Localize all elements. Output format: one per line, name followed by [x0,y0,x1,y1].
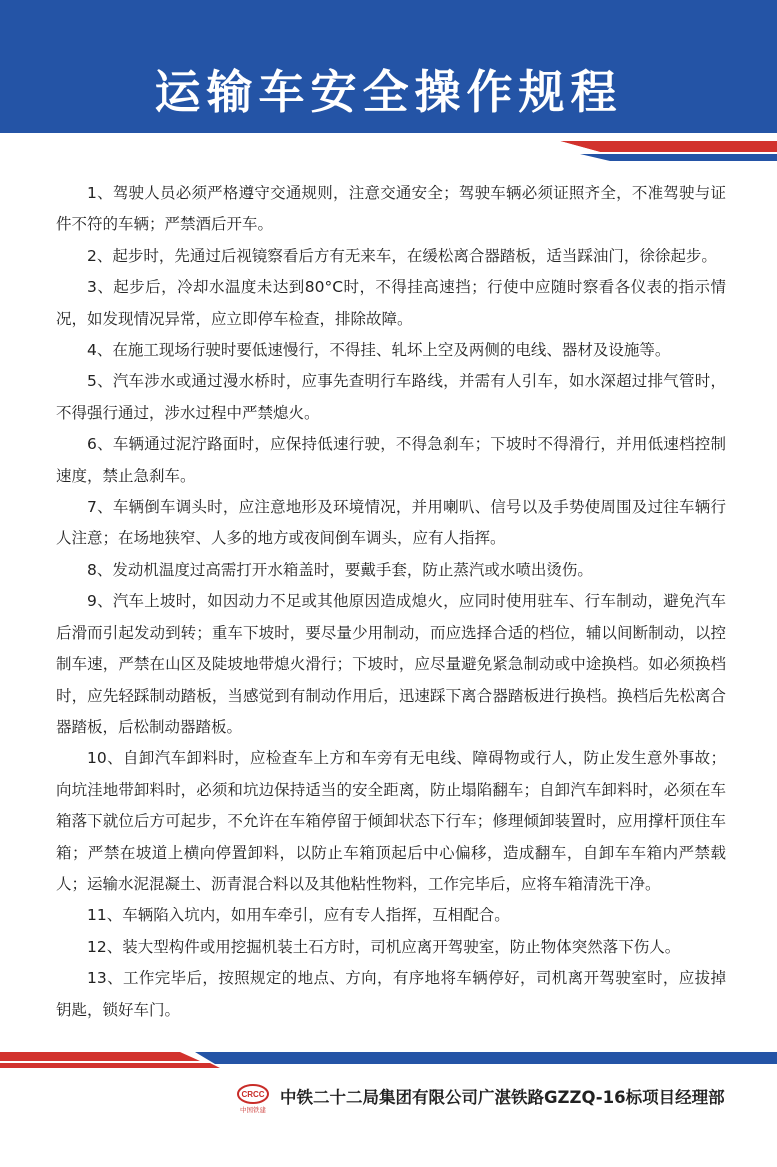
rule-item: 8、发动机温度过高需打开水箱盖时，要戴手套，防止蒸汽或水喷出烫伤。 [87,560,593,579]
logo-caption: 中国铁建 [240,1106,266,1114]
rule-item: 13、工作完毕后，按照规定的地点、方向，有序地将车辆停好，司机离开驾驶室时，应拔掉钥匙，锁好车门。 [56,969,726,1019]
blue-stripe-thin [0,141,600,152]
rule-item: 12、装大型构件或用挖掘机装土石方时，司机应离开驾驶室，防止物体突然落下伤人。 [87,937,681,956]
rule-item: 3、起步后，冷却水温度未达到80°C时，不得挂高速挡；行使中应随时察看各仪表的指示情况，如发现情况异常，应立即停车检查，排除故障。 [56,278,726,328]
footer-red-thin [0,1063,220,1068]
rule-item: 11、车辆陷入坑内，如用车牵引，应有专人指挥，互相配合。 [87,906,510,925]
logo-mark: CRCC [241,1090,265,1099]
white-stripe [0,133,777,139]
rule-item: 7、车辆倒车调头时，应注意地形及环境情况，并用喇叭、信号以及手势使周围及过往车辆行人注意；在场地狭窄、人多的地方或夜间倒车调头，应有人指挥。 [56,498,726,548]
footer-red-stripe [0,1052,200,1061]
organization-name: 中铁二十二局集团有限公司广湛铁路GZZQ-16标项目经理部 [280,1088,725,1107]
page-title: 运输车安全操作规程 [154,65,623,119]
rule-item: 5、汽车涉水或通过漫水桥时，应事先查明行车路线，并需有人引车，如水深超过排气管时，不得强行通过，涉水过程中严禁熄火。 [56,372,726,422]
rule-item: 2、起步时，先通过后视镜察看后方有无来车，在缓松离合器踏板，适当踩油门，徐徐起步。 [87,246,717,265]
header-banner [0,0,777,133]
rules-list [56,178,726,1026]
rule-item: 4、在施工现场行驶时要低速慢行，不得挂、轧坏上空及两侧的电线、器材及设施等。 [87,341,671,360]
rule-item: 1、驾驶人员必须严格遵守交通规则，注意交通安全；驾驶车辆必须证照齐全，不准驾驶与证件不符的车辆；严禁酒后开车。 [56,184,726,234]
rule-item: 10、自卸汽车卸料时，应检查车上方和车旁有无电线、障碍物或行人，防止发生意外事故；向坑洼地带卸料时，必须和坑边保持适当的安全距离，防止塌陷翻车；自卸汽车卸料时，必须在车箱落下就位后方可起步，不允许在车箱停留于倾卸状态下行车；修理倾卸装置时，应用撑杆顶住车箱；严禁在坡道上横向停置卸料，以防止车箱顶起后中心偏移，造成翻车，自卸车车箱内严禁载人；运输水泥混凝土、沥青混合料以及其他粘性物料，工作完毕后，应将车箱清洗干净。 [56,749,726,893]
rule-item: 9、汽车上坡时，如因动力不足或其他原因造成熄火，应同时使用驻车、行车制动，避免汽车后滑而引起发动到转；重车下坡时，要尽量少用制动，而应选择合适的档位，辅以间断制动，以控制车速，严禁在山区及陡坡地带熄火滑行；下坡时，应尽量避免紧急制动或中途换档。如必须换档时，应先轻踩制动踏板，当感觉到有制动作用后，迅速踩下离合器踏板进行换档。换档后先松离合器踏板，后松制动器踏板。 [56,592,726,736]
blue-stripe-bottom [580,154,777,161]
footer-blue-stripe [195,1052,777,1064]
header-stripes [0,128,777,168]
rule-item: 6、车辆通过泥泞路面时，应保持低速行驶，不得急刹车；下坡时不得滑行，并用低速档控制速度，禁止急刹车。 [56,435,726,485]
footer [0,1072,777,1120]
